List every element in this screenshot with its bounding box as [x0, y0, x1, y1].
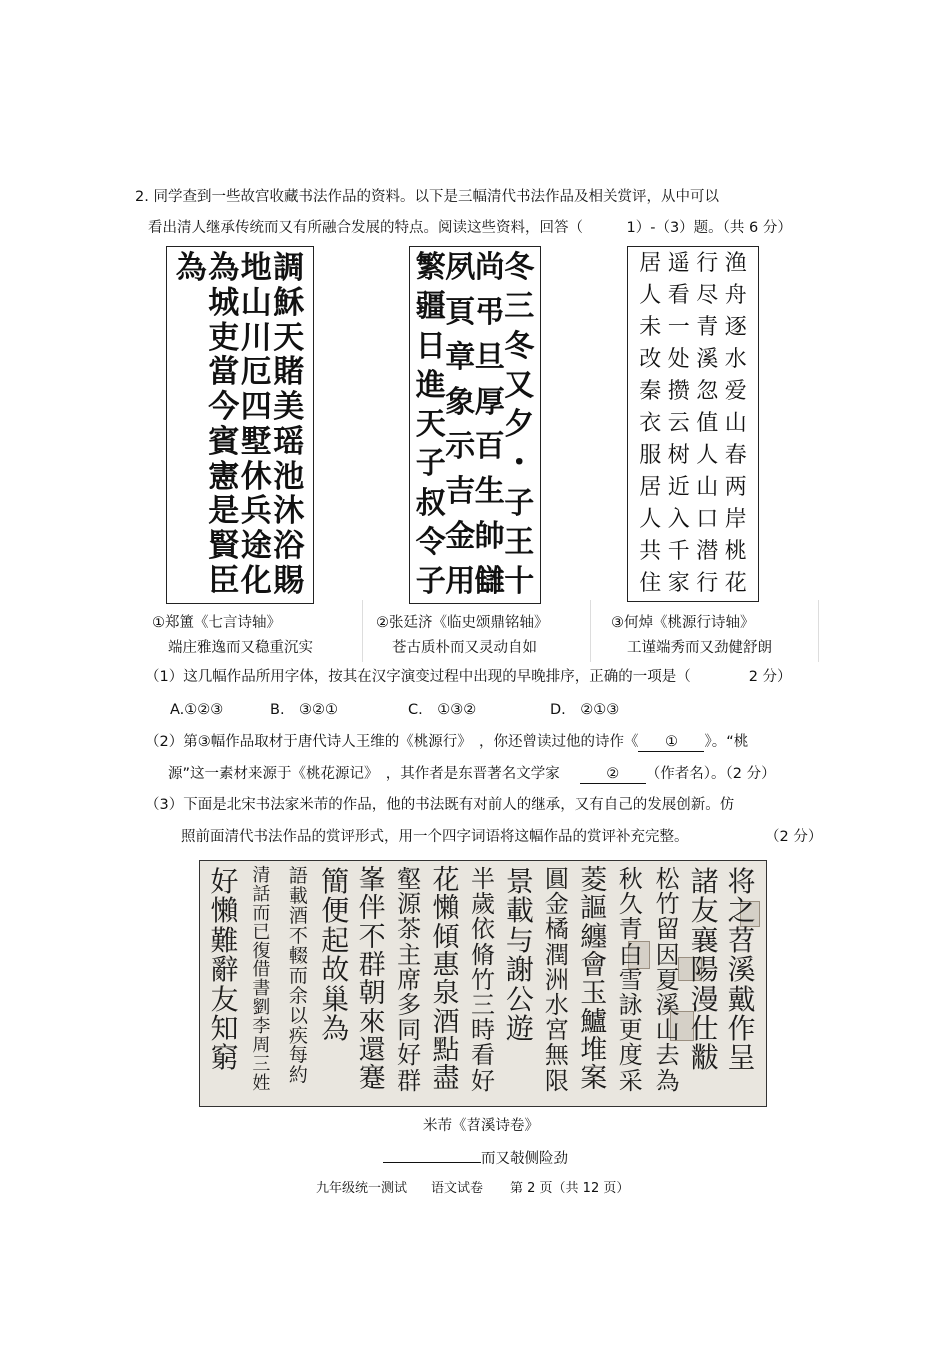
calligraphy-character: 川	[240, 319, 272, 356]
scroll-character: 苕	[727, 923, 756, 957]
calligraphy-character: 化	[240, 562, 272, 599]
calligraphy-character: 近	[667, 475, 690, 500]
calligraphy-character: 攒	[667, 379, 690, 404]
scroll-character: 載	[505, 894, 534, 928]
scroll-character: 更	[618, 1016, 643, 1045]
scroll-character: 輟	[288, 944, 308, 967]
scroll-character: 橘	[544, 915, 569, 944]
caption-comment-2: 苍古质朴而又灵动自如	[392, 640, 537, 656]
answer-blank-3[interactable]	[383, 1162, 481, 1163]
calligraphy-character: 金	[445, 519, 476, 555]
scroll-character: 點	[432, 1035, 460, 1067]
mifu-answer-line	[383, 1150, 568, 1168]
calligraphy-column	[504, 250, 535, 599]
scroll-character: 看	[470, 1041, 495, 1070]
calligraphy-character: 值	[696, 411, 719, 436]
calligraphy-character: 兵	[240, 493, 272, 530]
caption-title-2: ②张廷济《临史颂鼎铭轴》	[376, 615, 549, 631]
scroll-character: 案	[580, 1063, 608, 1095]
scroll-character: 歲	[470, 890, 495, 919]
scroll-column	[243, 867, 280, 1094]
subquestion-2-line1	[145, 733, 748, 752]
scroll-character: 余	[288, 984, 308, 1007]
calligraphy-character: 厄	[240, 354, 272, 391]
scroll-character: 竹	[470, 965, 495, 994]
scroll-character: 仕	[690, 1011, 719, 1045]
scroll-character: 劉	[252, 997, 271, 1019]
scroll-character: 以	[288, 1004, 308, 1027]
scroll-column	[723, 867, 760, 1073]
calligraphy-character: 象	[445, 384, 476, 420]
calligraphy-column	[636, 253, 665, 595]
scroll-character: 因	[655, 940, 680, 969]
scroll-column	[465, 867, 502, 1094]
scroll-character: 巢	[321, 982, 350, 1016]
calligraphy-character: 示	[445, 429, 476, 465]
answer-blank-2[interactable]: ②	[580, 765, 646, 784]
scroll-character: 之	[727, 894, 756, 928]
scroll-character: 峯	[358, 865, 386, 896]
calligraphy-character: 子	[415, 564, 446, 599]
scroll-character: 公	[505, 982, 534, 1016]
calligraphy-character: 疆	[415, 289, 446, 325]
scroll-character: 菱	[580, 865, 608, 896]
calligraphy-character: 服	[639, 443, 662, 468]
scroll-character: 為	[655, 1066, 680, 1095]
calligraphy-character: 頁	[445, 294, 476, 330]
scroll-character: 洲	[544, 965, 569, 994]
scroll-column	[501, 867, 538, 1043]
scroll-character: 疾	[288, 1024, 308, 1047]
calligraphy-character: 沐	[273, 493, 305, 530]
calligraphy-character: 瑶	[273, 423, 305, 460]
calligraphy-character: 居	[639, 251, 662, 276]
calligraphy-character: 人	[639, 507, 662, 532]
subquestion-2-line2-text: 源”这一素材来源于《桃花源记》 ，其作者是东晋著名文学家	[168, 766, 560, 782]
scroll-character: 留	[655, 915, 680, 944]
calligraphy-character: 遥	[667, 251, 690, 276]
scroll-character: 朝	[358, 978, 386, 1010]
calligraphy-character: 地	[240, 250, 272, 286]
calligraphy-character: 春	[724, 443, 747, 468]
calligraphy-character: 為	[175, 250, 207, 286]
caption-comment-3: 工谨端秀而又劲健舒朗	[627, 640, 772, 656]
scroll-character: 竹	[655, 890, 680, 919]
calligraphy-work-zhang-tingji	[409, 246, 541, 604]
calligraphy-character: 十	[504, 564, 535, 599]
scroll-character: 而	[252, 902, 271, 924]
calligraphy-character: 三	[504, 289, 535, 325]
calligraphy-work-he-zhuo	[627, 246, 759, 602]
calligraphy-character: 衣	[639, 411, 662, 436]
scroll-character: 好	[470, 1066, 495, 1095]
scroll-column	[686, 867, 723, 1073]
calligraphy-character: 千	[667, 539, 690, 564]
scroll-character: 壑	[397, 865, 422, 893]
footer-exam: 九年级统一测试	[316, 1181, 408, 1196]
calligraphy-column	[665, 253, 694, 595]
calligraphy-character: 两	[724, 475, 747, 500]
subquestion-2-line1-tail: 》。“桃	[704, 734, 749, 750]
calligraphy-character: 天	[415, 407, 446, 442]
scroll-character: 茶	[397, 915, 422, 944]
calligraphy-character: 用	[445, 563, 476, 599]
scroll-character: 鱸	[580, 1006, 608, 1038]
scroll-character: 纏	[580, 921, 608, 953]
scroll-character: 久	[618, 890, 643, 919]
calligraphy-character: 行	[696, 571, 719, 596]
scroll-character: 蹇	[358, 1063, 386, 1095]
option-d: D. ②①③	[550, 702, 620, 718]
calligraphy-character: 看	[667, 283, 690, 308]
scroll-character: 辭	[210, 953, 239, 987]
calligraphy-character: 休	[240, 458, 272, 495]
calligraphy-character: 潜	[696, 539, 719, 564]
calligraphy-character: 生	[474, 474, 505, 510]
scroll-character: 主	[397, 940, 422, 969]
calligraphy-column	[175, 250, 208, 597]
scroll-character: 詠	[618, 990, 643, 1019]
calligraphy-character: 又	[504, 367, 535, 403]
calligraphy-work-mi-fu-scroll	[199, 860, 767, 1107]
scroll-character: 而	[288, 964, 308, 987]
calligraphy-character: 章	[445, 339, 476, 375]
scroll-character: 傾	[432, 921, 460, 953]
calligraphy-character: 賭	[273, 354, 305, 391]
scroll-character: 泉	[432, 978, 460, 1010]
scroll-character: 約	[288, 1064, 308, 1087]
calligraphy-character: 子	[415, 446, 446, 482]
calligraphy-character: 花	[724, 571, 747, 596]
calligraphy-character: 王	[504, 524, 535, 560]
scroll-character: 脩	[470, 940, 495, 969]
calligraphy-column	[722, 253, 751, 595]
scroll-character: 盡	[432, 1063, 460, 1095]
calligraphy-character: 城	[208, 284, 240, 321]
scroll-character: 作	[727, 1011, 756, 1045]
scroll-character: 玉	[580, 978, 608, 1010]
scroll-character: 會	[580, 950, 608, 982]
calligraphy-character: 為	[208, 250, 240, 286]
calligraphy-character: 天	[273, 319, 305, 356]
scroll-character: 金	[544, 890, 569, 919]
scroll-character: 半	[470, 865, 495, 893]
scroll-character: 襄	[690, 923, 719, 957]
scroll-character: 周	[252, 1035, 271, 1057]
scroll-character: 黻	[690, 1041, 719, 1075]
option-b: B. ③②①	[270, 702, 339, 718]
calligraphy-column	[474, 250, 505, 599]
scroll-character: 群	[397, 1066, 422, 1095]
option-a: A.①②③	[170, 702, 224, 718]
scroll-character: 白	[618, 940, 643, 969]
scroll-character: 載	[288, 884, 308, 907]
scroll-character: 惠	[432, 950, 460, 982]
calligraphy-character: 吏	[208, 319, 240, 356]
scroll-character: 好	[397, 1041, 422, 1070]
scroll-character: 三	[470, 990, 495, 1019]
calligraphy-column	[273, 250, 306, 599]
scroll-character: 夏	[655, 965, 680, 994]
calligraphy-character: 叔	[415, 485, 446, 521]
scroll-character: 謝	[505, 953, 534, 987]
scroll-character: 青	[618, 915, 643, 944]
calligraphy-character: 吉	[445, 474, 476, 510]
question-intro-line1: 2. 同学查到一些故宫收藏书法作品的资料。以下是三幅清代书法作品及相关赏评，从中可以	[135, 189, 719, 205]
scroll-character: 戴	[727, 982, 756, 1016]
scroll-column	[206, 867, 243, 1073]
scroll-character: 便	[321, 894, 350, 928]
scroll-character: 無	[544, 1041, 569, 1070]
scroll-character: 酒	[432, 1006, 460, 1038]
scroll-character: 席	[397, 965, 422, 994]
calligraphy-character: 行	[696, 251, 719, 276]
calligraphy-character: 日	[415, 328, 446, 364]
calligraphy-character: 改	[639, 347, 662, 372]
scroll-character: 每	[288, 1044, 308, 1067]
scroll-character: 為	[321, 1011, 350, 1045]
calligraphy-character: 美	[273, 389, 305, 426]
calligraphy-character: 溪	[696, 347, 719, 372]
scroll-character: 書	[252, 978, 271, 1000]
calligraphy-work-zheng-fu	[166, 246, 314, 604]
scroll-character: 雪	[618, 965, 643, 994]
scroll-character: 依	[470, 915, 495, 944]
scroll-character: 采	[618, 1066, 643, 1095]
calligraphy-character: 忽	[696, 379, 719, 404]
scroll-character: 李	[252, 1016, 271, 1038]
scroll-character: 将	[727, 865, 756, 898]
scroll-character: 不	[358, 921, 386, 953]
calligraphy-column	[445, 250, 476, 599]
calligraphy-character: 今	[208, 389, 240, 426]
scroll-character: 來	[358, 1006, 386, 1038]
calligraphy-character: 冬	[504, 250, 535, 285]
scroll-character: 度	[618, 1041, 643, 1070]
scroll-character: 圓	[544, 865, 569, 893]
calligraphy-character: 逐	[724, 315, 747, 340]
footer-subject: 语文试卷	[431, 1181, 484, 1196]
footer-page: 第 2 页（共 12 页）	[510, 1181, 630, 1196]
scroll-character: 源	[397, 890, 422, 919]
calligraphy-character: 弔	[474, 294, 505, 330]
scroll-character: 松	[655, 865, 680, 893]
calligraphy-character: 當	[208, 354, 240, 391]
calligraphy-character: 冬	[504, 328, 535, 364]
calligraphy-character: 水	[724, 347, 747, 372]
scroll-character: 限	[544, 1066, 569, 1095]
calligraphy-character: 树	[667, 443, 690, 468]
scroll-character: 三	[252, 1053, 271, 1075]
scroll-character: 漫	[690, 982, 719, 1016]
scroll-character: 多	[397, 990, 422, 1019]
scroll-character: 山	[655, 1016, 680, 1045]
scroll-character: 友	[690, 894, 719, 928]
calligraphy-character: 入	[667, 507, 690, 532]
calligraphy-column	[208, 250, 241, 599]
scroll-character: 陽	[690, 953, 719, 987]
caption-comment-1: 端庄雅逸而又稳重沉实	[168, 640, 313, 656]
calligraphy-character: 家	[667, 571, 690, 596]
calligraphy-column	[415, 250, 446, 599]
scroll-character: 已	[252, 921, 271, 943]
subquestion-3-line2: 照前面清代书法作品的赏评形式，用一个四字词语将这幅作品的赏评补充完整。	[181, 829, 689, 845]
calligraphy-character: 賓	[208, 423, 240, 460]
subquestion-2-line1-text: （2）第③幅作品取材于唐代诗人王维的《桃源行》 ，你还曾读过他的诗作《	[145, 734, 639, 750]
caption-title-1: ①郑簠《七言诗轴》	[152, 615, 281, 631]
calligraphy-character: 是	[208, 493, 240, 530]
scroll-character: 不	[288, 924, 308, 947]
scroll-character: 還	[358, 1035, 386, 1067]
scroll-character: 堆	[580, 1035, 608, 1067]
subquestion-3-score: （2 分）	[765, 829, 823, 845]
scroll-character: 懶	[210, 894, 239, 928]
calligraphy-character: 夕	[504, 407, 535, 442]
calligraphy-character: 居	[639, 475, 662, 500]
scroll-character: 好	[210, 865, 239, 898]
scroll-column	[538, 867, 575, 1094]
calligraphy-character: 夙	[445, 250, 476, 285]
scroll-column	[354, 867, 391, 1094]
scroll-character: 時	[470, 1016, 495, 1045]
calligraphy-character: 岸	[724, 507, 747, 532]
scroll-character: 友	[210, 982, 239, 1016]
scroll-character: 潤	[544, 940, 569, 969]
calligraphy-character: 口	[696, 507, 719, 532]
scroll-character: 同	[397, 1016, 422, 1045]
scroll-character: 諸	[690, 865, 719, 898]
scroll-character: 簡	[321, 865, 350, 898]
calligraphy-character: 池	[273, 458, 305, 495]
answer-blank-1[interactable]: ①	[638, 733, 704, 752]
calligraphy-character: 秦	[639, 379, 662, 404]
subquestion-2-line2-tail: （作者名）。（2 分）	[645, 766, 776, 782]
caption-title-3: ③何焯《桃源行诗轴》	[611, 615, 755, 631]
calligraphy-character: 住	[639, 571, 662, 596]
calligraphy-character: 繁	[415, 250, 446, 285]
calligraphy-character: 渔	[724, 251, 747, 276]
calligraphy-column	[240, 250, 273, 599]
calligraphy-column	[693, 253, 722, 595]
scroll-column	[575, 867, 612, 1094]
scroll-column	[649, 867, 686, 1094]
scroll-character: 遊	[505, 1011, 534, 1045]
scroll-character: 故	[321, 953, 350, 987]
calligraphy-character: 山	[696, 475, 719, 500]
calligraphy-character: 賢	[208, 528, 240, 565]
scroll-character: 水	[544, 990, 569, 1019]
scroll-character: 難	[210, 923, 239, 957]
calligraphy-character: 臣	[208, 562, 240, 599]
calligraphy-character: 尚	[474, 250, 505, 285]
option-c: C. ①③②	[408, 702, 477, 718]
mifu-caption: 米芾《苕溪诗卷》	[423, 1118, 539, 1134]
calligraphy-character: 憲	[208, 458, 240, 495]
scroll-character: 群	[358, 950, 386, 982]
scroll-character: 復	[252, 940, 271, 962]
calligraphy-character: 桃	[724, 539, 747, 564]
calligraphy-character: 穌	[273, 284, 305, 321]
scroll-character: 起	[321, 923, 350, 957]
calligraphy-character: 山	[724, 411, 747, 436]
calligraphy-character: 四	[240, 389, 272, 426]
scroll-character: 話	[252, 883, 271, 905]
scroll-character: 懶	[432, 893, 460, 925]
scroll-character: 姓	[252, 1072, 271, 1094]
calligraphy-character: 人	[696, 443, 719, 468]
calligraphy-character: 舟	[724, 283, 747, 308]
calligraphy-character: 未	[639, 315, 662, 340]
calligraphy-character: 一	[667, 315, 690, 340]
calligraphy-character: 云	[667, 411, 690, 436]
scroll-column	[280, 867, 317, 1086]
calligraphy-character: 厚	[474, 384, 505, 420]
scroll-character: 窮	[210, 1041, 239, 1075]
scroll-character: 清	[252, 865, 271, 886]
calligraphy-character: 帥	[474, 519, 505, 555]
scroll-character: 与	[505, 923, 534, 957]
scroll-character: 秋	[618, 865, 643, 893]
calligraphy-character: ・	[504, 446, 535, 482]
scroll-column	[317, 867, 354, 1043]
calligraphy-character: 百	[474, 429, 505, 465]
scroll-character: 伴	[358, 893, 386, 925]
scroll-column	[612, 867, 649, 1094]
scroll-character: 知	[210, 1011, 239, 1045]
calligraphy-character: 爱	[724, 379, 747, 404]
scroll-character: 酒	[288, 904, 308, 927]
scroll-character: 去	[655, 1041, 680, 1070]
calligraphy-character: 子	[504, 485, 535, 521]
calligraphy-character: 令	[415, 524, 446, 560]
scroll-character: 景	[505, 865, 534, 898]
calligraphy-character: 尽	[696, 283, 719, 308]
calligraphy-character: 山	[240, 284, 272, 321]
scroll-character: 宮	[544, 1016, 569, 1045]
calligraphy-character: 讎	[474, 563, 505, 599]
calligraphy-character: 浴	[273, 528, 305, 565]
scroll-character: 謳	[580, 893, 608, 925]
subquestion-1-text: （1）这几幅作品所用字体，按其在汉字演变过程中出现的早晚排序，正确的一项是（ 2 分）	[145, 669, 792, 685]
scroll-character: 溪	[655, 990, 680, 1019]
calligraphy-character: 墅	[240, 423, 272, 460]
calligraphy-character: 調	[273, 250, 305, 286]
scroll-character: 呈	[727, 1041, 756, 1075]
calligraphy-character: 青	[696, 315, 719, 340]
subquestion-2-line2	[168, 765, 776, 784]
scroll-character: 借	[252, 959, 271, 981]
calligraphy-character: 人	[639, 283, 662, 308]
mifu-answer-suffix: 而又攲侧险劲	[481, 1151, 568, 1167]
calligraphy-character: 处	[667, 347, 690, 372]
scroll-character: 語	[288, 865, 308, 887]
calligraphy-character: 進	[415, 367, 446, 403]
calligraphy-character: 共	[639, 539, 662, 564]
scroll-character: 花	[432, 865, 460, 896]
question-intro-line2: 看出清人继承传统而又有所融合发展的特点。阅读这些资料，回答（ 1）-（3）题。（共 6 分）	[148, 220, 792, 236]
calligraphy-character: 賜	[273, 562, 305, 599]
subquestion-3-line1: （3）下面是北宋书法家米芾的作品，他的书法既有对前人的继承，又有自己的发展创新。仿	[145, 797, 735, 813]
scroll-character: 溪	[727, 953, 756, 987]
scroll-column	[428, 867, 465, 1094]
scroll-column	[391, 867, 428, 1094]
calligraphy-character: 途	[240, 528, 272, 565]
calligraphy-character: 旦	[474, 339, 505, 375]
